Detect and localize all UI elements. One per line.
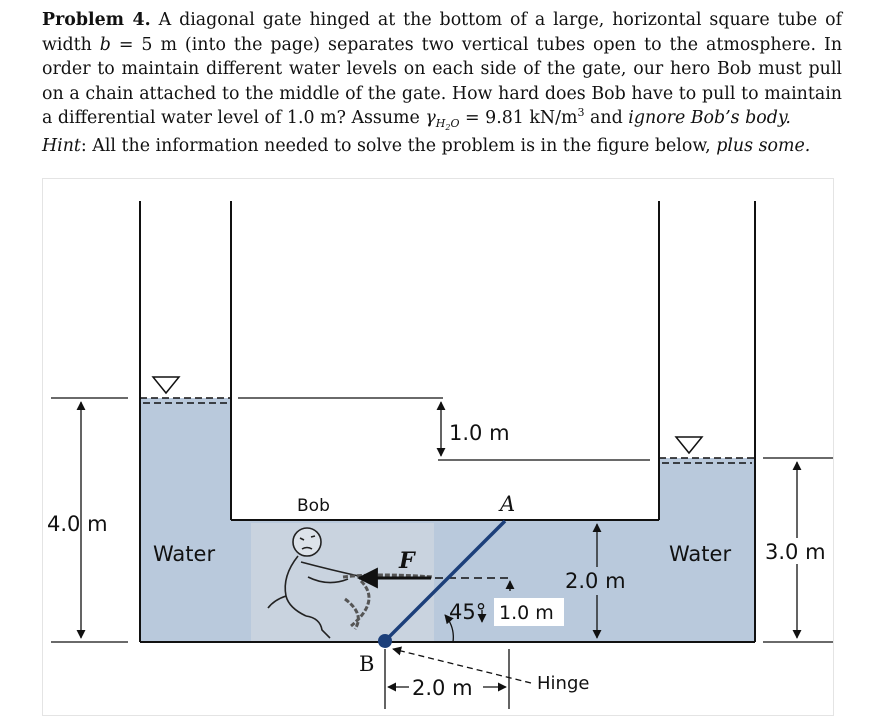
bob-label: Bob	[297, 496, 330, 516]
hint-text: : All the information needed to solve the problem is in the figure below,	[80, 136, 711, 156]
figure-diagram	[43, 179, 833, 715]
left-surface-triangle	[153, 377, 179, 393]
gate-height-label: 2.0 m	[565, 569, 626, 593]
problem-text-2: = 5 m (into the page) separates two vertical tubes open to the atmosphere. In order to maintain different water levels on each side of the gate, our hero Bob must pull on a chain attached to the middle of the gate. How hard does Bob have to pull to maintain a differential water level of 1.0 m? Assume	[42, 34, 843, 128]
point-b-label: B	[359, 652, 375, 676]
right-depth-label: 3.0 m	[765, 540, 826, 564]
level-diff-label: 1.0 m	[449, 421, 510, 445]
hint-tail: plus some.	[716, 136, 811, 156]
hint-label: Hint	[42, 136, 81, 156]
problem-text-1: A diagonal gate hinged at the bottom of a large, horizontal square tube of width	[42, 10, 843, 55]
ignore-text: ignore Bob’s body.	[628, 108, 791, 128]
base-length-label: 2.0 m	[412, 676, 473, 700]
gamma-symbol: $\gamma_{H_2O}$	[425, 108, 460, 133]
and-text: and	[590, 108, 623, 128]
hint	[42, 134, 842, 158]
problem-heading: Problem 4.	[42, 10, 151, 30]
left-water-label: Water	[153, 542, 216, 566]
problem-statement	[42, 8, 842, 131]
left-depth-label: 4.0 m	[47, 512, 108, 536]
hinge-point	[378, 634, 392, 648]
force-label: F	[399, 548, 415, 574]
figure	[42, 178, 834, 716]
bob-panel	[251, 523, 434, 641]
gamma-value: = 9.81 kN/m	[465, 108, 578, 128]
hinge-label: Hinge	[537, 673, 590, 694]
point-a-label: A	[500, 492, 516, 516]
gamma-exp: 3	[577, 106, 585, 120]
level-diff-dim	[238, 398, 650, 460]
chain-height-label: 1.0 m	[499, 602, 554, 624]
right-water-label: Water	[669, 542, 732, 566]
right-surface-triangle	[676, 437, 702, 453]
width-symbol: b	[99, 34, 111, 55]
angle-label: 45°	[449, 600, 487, 624]
free-surfaces	[140, 398, 755, 463]
